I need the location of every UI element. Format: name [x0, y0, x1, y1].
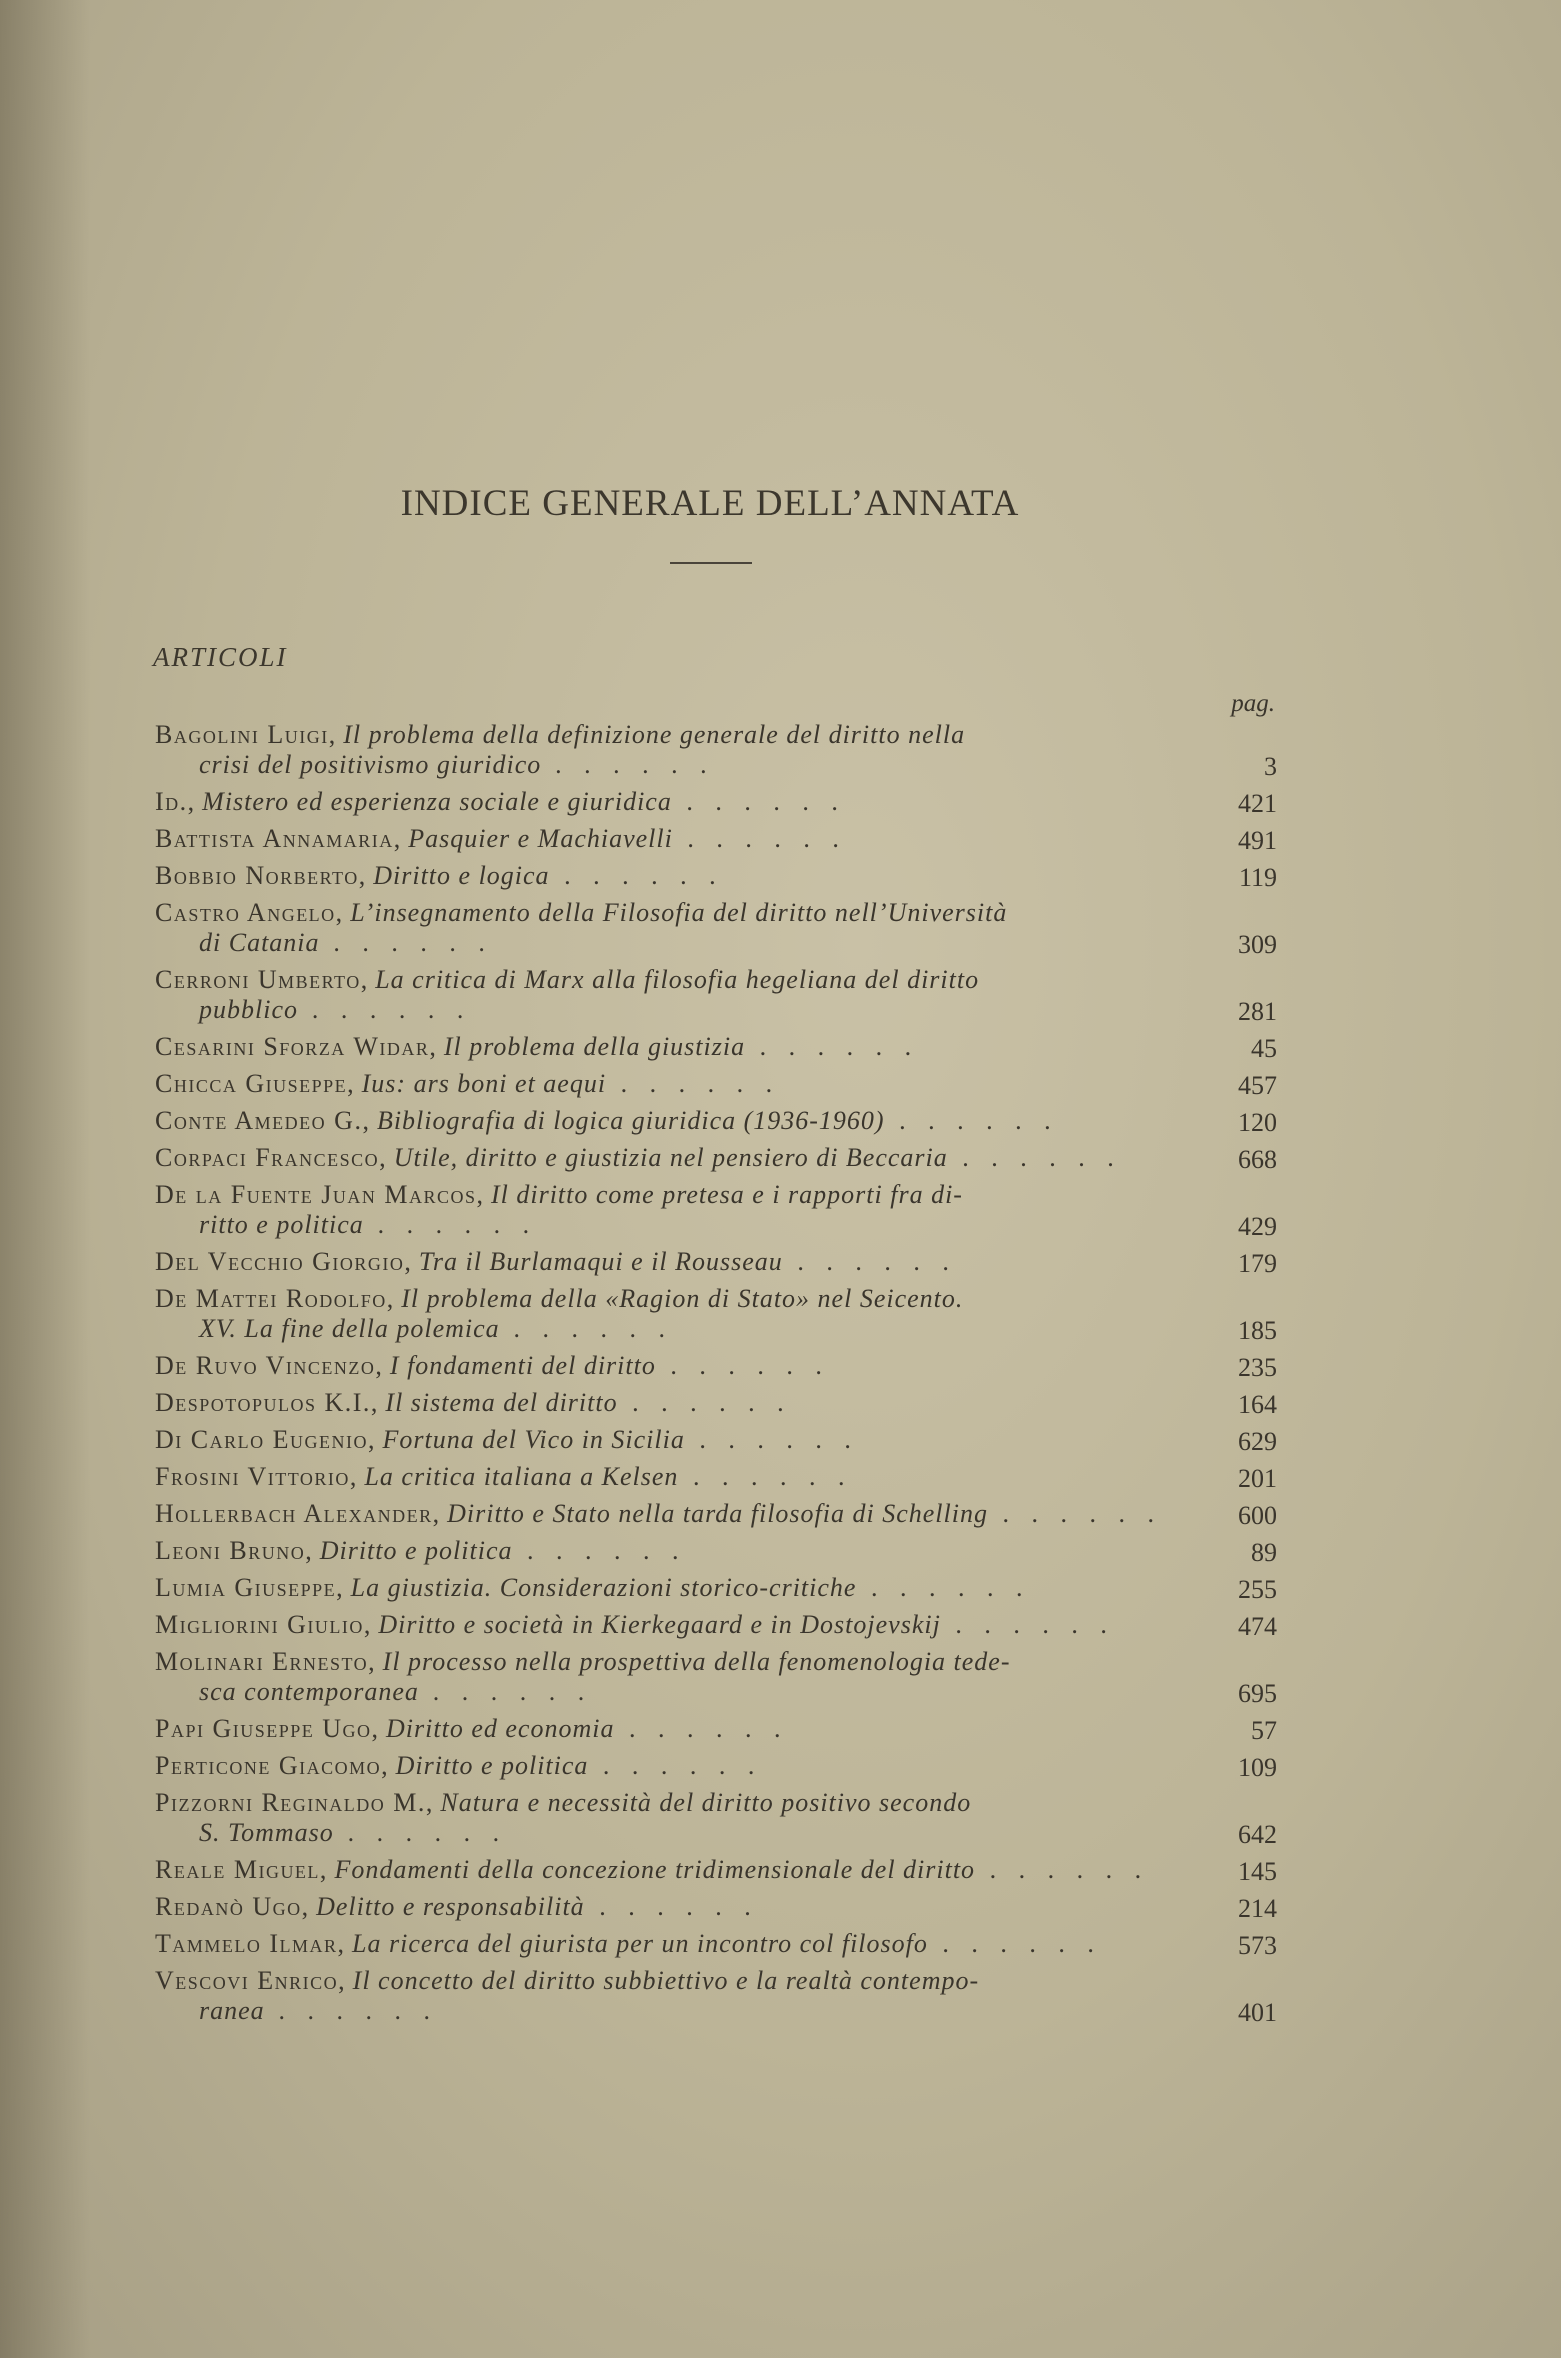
entry-first-line: [155, 1855, 1197, 1885]
entry-title: Bibliografia di logica giuridica (1936-1960): [376, 1106, 885, 1135]
entry-title: Fondamenti della concezione tridimensionale del diritto: [334, 1855, 976, 1884]
title-divider: [670, 562, 752, 564]
entry-title: Mistero ed esperienza sociale e giuridica: [202, 787, 672, 816]
entry-author: De la Fuente Juan Marcos,: [155, 1180, 485, 1209]
entry-title-continuation: pubblico . . . . . .: [199, 995, 472, 1024]
entry-author: Cerroni Umberto,: [155, 965, 369, 994]
dot-leader: . . . . . .: [671, 787, 846, 816]
entry-page-number: 573: [1238, 1931, 1277, 1960]
entry-author: Migliorini Giulio,: [155, 1610, 372, 1639]
entry-author: De Ruvo Vincenzo,: [155, 1351, 384, 1380]
entry-first-line: [155, 1892, 1197, 1922]
entry-author: Leoni Bruno,: [155, 1536, 314, 1565]
toc-entry: [155, 1714, 1277, 1744]
entry-title-continuation: crisi del positivismo giuridico . . . . . .: [199, 750, 716, 779]
entry-first-line: [155, 1388, 1197, 1418]
dot-leader: . . . . . .: [541, 750, 716, 779]
entry-first-line: [155, 861, 1197, 891]
entry-page-number: 421: [1238, 789, 1277, 818]
toc-entry: [155, 1069, 1277, 1099]
toc-entry: [155, 1247, 1277, 1277]
entry-author: Pizzorni Reginaldo M.,: [155, 1788, 434, 1817]
entry-title: Delitto e responsabilità: [316, 1892, 585, 1921]
entry-first-line: [155, 1247, 1197, 1277]
entry-title-continuation: XV. La fine della polemica . . . . . .: [199, 1314, 674, 1343]
entry-first-line: [155, 1462, 1197, 1492]
entry-page-number: 185: [1238, 1316, 1277, 1345]
entry-page-number: 600: [1238, 1501, 1277, 1530]
entry-title: Il diritto come pretesa e i rapporti fra di-: [490, 1180, 963, 1209]
dot-leader: . . . . . .: [606, 1069, 781, 1098]
entry-title: Diritto e logica: [373, 861, 550, 890]
entry-first-line: [155, 1788, 1197, 1818]
entry-page-number: 401: [1238, 1998, 1277, 2027]
toc-entry: [155, 1180, 1277, 1240]
entry-title: Pasquier e Machiavelli: [408, 824, 673, 853]
entry-title: Tra il Burlamaqui e il Rousseau: [418, 1247, 783, 1276]
entry-first-line: [155, 1032, 1197, 1062]
entry-title: Il problema della «Ragion di Stato» nel Seicento.: [401, 1284, 964, 1313]
table-of-contents: [155, 690, 1277, 2033]
entry-title: Il problema della giustizia: [443, 1032, 746, 1061]
entry-first-line: [155, 1499, 1197, 1529]
entry-author: Vescovi Enrico,: [155, 1966, 347, 1995]
entry-author: Chicca Giuseppe,: [155, 1069, 356, 1098]
dot-leader: . . . . . .: [512, 1536, 687, 1565]
entry-title-continuation: S. Tommaso . . . . . .: [199, 1818, 508, 1847]
dot-leader: . . . . . .: [987, 1499, 1162, 1528]
entry-first-line: [155, 720, 1197, 750]
toc-entry: [155, 1143, 1277, 1173]
toc-entry: [155, 1388, 1277, 1418]
entry-page-number: 57: [1251, 1716, 1277, 1745]
dot-leader: . . . . . .: [884, 1106, 1059, 1135]
entry-title: Il sistema del diritto: [385, 1388, 618, 1417]
entry-author: De Mattei Rodolfo,: [155, 1284, 395, 1313]
entry-title: Diritto e Stato nella tarda filosofia di Schelling: [447, 1499, 988, 1528]
entry-page-number: 201: [1238, 1464, 1277, 1493]
toc-entry: [155, 1536, 1277, 1566]
dot-leader: . . . . . .: [549, 861, 724, 890]
entry-page-number: 109: [1238, 1753, 1277, 1782]
toc-entry: [155, 1284, 1277, 1344]
entry-page-number: 45: [1251, 1034, 1277, 1063]
toc-entry: [155, 1610, 1277, 1640]
entry-first-line: [155, 1536, 1197, 1566]
dot-leader: . . . . . .: [298, 995, 472, 1024]
toc-entry: [155, 1855, 1277, 1885]
dot-leader: . . . . . .: [782, 1247, 957, 1276]
entry-author: Conte Amedeo G.,: [155, 1106, 371, 1135]
entry-title: Il processo nella prospettiva della fenomenologia tede-: [382, 1647, 1011, 1676]
toc-entry: [155, 1106, 1277, 1136]
entry-page-number: 179: [1238, 1249, 1277, 1278]
entry-title: Diritto e politica: [319, 1536, 513, 1565]
entry-author: Di Carlo Eugenio,: [155, 1425, 376, 1454]
entry-page-number: 429: [1238, 1212, 1277, 1241]
entry-title: I fondamenti del diritto: [389, 1351, 656, 1380]
toc-entry: [155, 898, 1277, 958]
entry-title-continuation: ranea . . . . . .: [199, 1996, 439, 2025]
entry-first-line: [155, 1714, 1197, 1744]
entry-page-number: 89: [1251, 1538, 1277, 1567]
toc-entry: [155, 1032, 1277, 1062]
section-heading: ARTICOLI: [153, 642, 288, 672]
dot-leader: . . . . . .: [319, 928, 494, 957]
entry-title: Diritto e società in Kierkegaard e in Dostojevskij: [378, 1610, 941, 1639]
entry-first-line: [155, 787, 1197, 817]
entry-title: La critica italiana a Kelsen: [364, 1462, 679, 1491]
dot-leader: . . . . . .: [264, 1996, 439, 2025]
entry-first-line: [155, 1751, 1197, 1781]
dot-leader: . . . . . .: [418, 1677, 593, 1706]
entry-author: Papi Giuseppe Ugo,: [155, 1714, 380, 1743]
dot-leader: . . . . . .: [588, 1751, 763, 1780]
entry-author: Lumia Giuseppe,: [155, 1573, 345, 1602]
dot-leader: . . . . . .: [975, 1855, 1150, 1884]
entry-author: Bobbio Norberto,: [155, 861, 367, 890]
entry-author: Corpaci Francesco,: [155, 1143, 388, 1172]
entry-page-number: 3: [1264, 752, 1277, 781]
page-column-label: pag.: [1231, 690, 1275, 717]
dot-leader: . . . . . .: [678, 1462, 853, 1491]
toc-entry: [155, 1751, 1277, 1781]
page-edge-shadow: [0, 0, 90, 2358]
entry-page-number: 642: [1238, 1820, 1277, 1849]
entry-first-line: [155, 1573, 1197, 1603]
entry-title-continuation: ritto e politica . . . . . .: [199, 1210, 538, 1239]
entry-title: La ricerca del giurista per un incontro col filosofo: [352, 1929, 928, 1958]
dot-leader: . . . . . .: [499, 1314, 674, 1343]
toc-entry: [155, 1573, 1277, 1603]
dot-leader: . . . . . .: [363, 1210, 538, 1239]
entry-title-continuation: di Catania . . . . . .: [199, 928, 494, 957]
entry-page-number: 145: [1238, 1857, 1277, 1886]
entry-page-number: 214: [1238, 1894, 1277, 1923]
entry-title-continuation: sca contemporanea . . . . . .: [199, 1677, 593, 1706]
entry-author: Castro Angelo,: [155, 898, 344, 927]
entry-author: Battista Annamaria,: [155, 824, 402, 853]
toc-entry: [155, 787, 1277, 817]
dot-leader: . . . . . .: [856, 1573, 1031, 1602]
toc-entry: [155, 1647, 1277, 1707]
entry-title: Ius: ars boni et aequi: [361, 1069, 607, 1098]
entry-title: Fortuna del Vico in Sicilia: [382, 1425, 685, 1454]
entry-first-line: [155, 1143, 1197, 1173]
entry-first-line: [155, 1284, 1197, 1314]
entry-page-number: 309: [1238, 930, 1277, 959]
entry-author: Bagolini Luigi,: [155, 720, 337, 749]
toc-entry: [155, 1425, 1277, 1455]
entry-author: Reale Miguel,: [155, 1855, 328, 1884]
dot-leader: . . . . . .: [655, 1351, 830, 1380]
entry-page-number: 491: [1238, 826, 1277, 855]
entry-first-line: [155, 898, 1197, 928]
entry-author: Frosini Vittorio,: [155, 1462, 358, 1491]
entry-author: Molinari Ernesto,: [155, 1647, 377, 1676]
dot-leader: . . . . . .: [333, 1818, 508, 1847]
toc-entry: [155, 861, 1277, 891]
entry-title: Il problema della definizione generale del diritto nella: [343, 720, 966, 749]
toc-entry: [155, 1499, 1277, 1529]
entry-first-line: [155, 1351, 1197, 1381]
entry-title: Diritto ed economia: [386, 1714, 615, 1743]
entry-page-number: 474: [1238, 1612, 1277, 1641]
entry-page-number: 281: [1238, 997, 1277, 1026]
entry-title: L’insegnamento della Filosofia del diritto nell’Università: [350, 898, 1008, 927]
toc-entry: [155, 1966, 1277, 2026]
entry-title: La critica di Marx alla filosofia hegeliana del diritto: [375, 965, 980, 994]
toc-entry: [155, 965, 1277, 1025]
toc-entry: [155, 1788, 1277, 1848]
entry-title: Utile, diritto e giustizia nel pensiero di Beccaria: [393, 1143, 948, 1172]
entry-title: La giustizia. Considerazioni storico-critiche: [350, 1573, 857, 1602]
entry-page-number: 457: [1238, 1071, 1277, 1100]
entry-page-number: 235: [1238, 1353, 1277, 1382]
entry-first-line: [155, 824, 1197, 854]
entry-first-line: [155, 1180, 1197, 1210]
toc-entry: [155, 720, 1277, 780]
toc-entry: [155, 1351, 1277, 1381]
entry-first-line: [155, 1106, 1197, 1136]
toc-entry: [155, 824, 1277, 854]
dot-leader: . . . . . .: [940, 1610, 1115, 1639]
dot-leader: . . . . . .: [617, 1388, 792, 1417]
entry-page-number: 629: [1238, 1427, 1277, 1456]
entry-first-line: [155, 1966, 1197, 1996]
entry-page-number: 695: [1238, 1679, 1277, 1708]
entry-page-number: 668: [1238, 1145, 1277, 1174]
entry-page-number: 119: [1238, 863, 1277, 892]
entry-first-line: [155, 1929, 1197, 1959]
entry-author: Tammelo Ilmar,: [155, 1929, 346, 1958]
dot-leader: . . . . . .: [584, 1892, 759, 1921]
entry-first-line: [155, 1647, 1197, 1677]
entry-first-line: [155, 1069, 1197, 1099]
entry-page-number: 164: [1238, 1390, 1277, 1419]
dot-leader: . . . . . .: [947, 1143, 1122, 1172]
entry-author: Hollerbach Alexander,: [155, 1499, 441, 1528]
entry-page-number: 255: [1238, 1575, 1277, 1604]
entry-author: Perticone Giacomo,: [155, 1751, 390, 1780]
entry-title: Diritto e politica: [395, 1751, 589, 1780]
dot-leader: . . . . . .: [672, 824, 847, 853]
entry-author: Redanò Ugo,: [155, 1892, 310, 1921]
entry-title: Natura e necessità del diritto positivo secondo: [440, 1788, 972, 1817]
entry-first-line: [155, 965, 1197, 995]
entry-list: [155, 720, 1277, 2026]
entry-author: Del Vecchio Giorgio,: [155, 1247, 413, 1276]
toc-entry: [155, 1462, 1277, 1492]
dot-leader: . . . . . .: [614, 1714, 789, 1743]
page-title: INDICE GENERALE DELL’ANNATA: [400, 483, 1020, 524]
entry-author: Id.,: [155, 787, 196, 816]
toc-entry: [155, 1892, 1277, 1922]
toc-entry: [155, 1929, 1277, 1959]
entry-first-line: [155, 1425, 1197, 1455]
dot-leader: . . . . . .: [684, 1425, 859, 1454]
entry-author: Cesarini Sforza Widar,: [155, 1032, 438, 1061]
dot-leader: . . . . . .: [927, 1929, 1102, 1958]
entry-first-line: [155, 1610, 1197, 1640]
entry-page-number: 120: [1238, 1108, 1277, 1137]
dot-leader: . . . . . .: [745, 1032, 920, 1061]
entry-title: Il concetto del diritto subbiettivo e la realtà contempo-: [352, 1966, 980, 1995]
entry-author: Despotopulos K.I.,: [155, 1388, 379, 1417]
